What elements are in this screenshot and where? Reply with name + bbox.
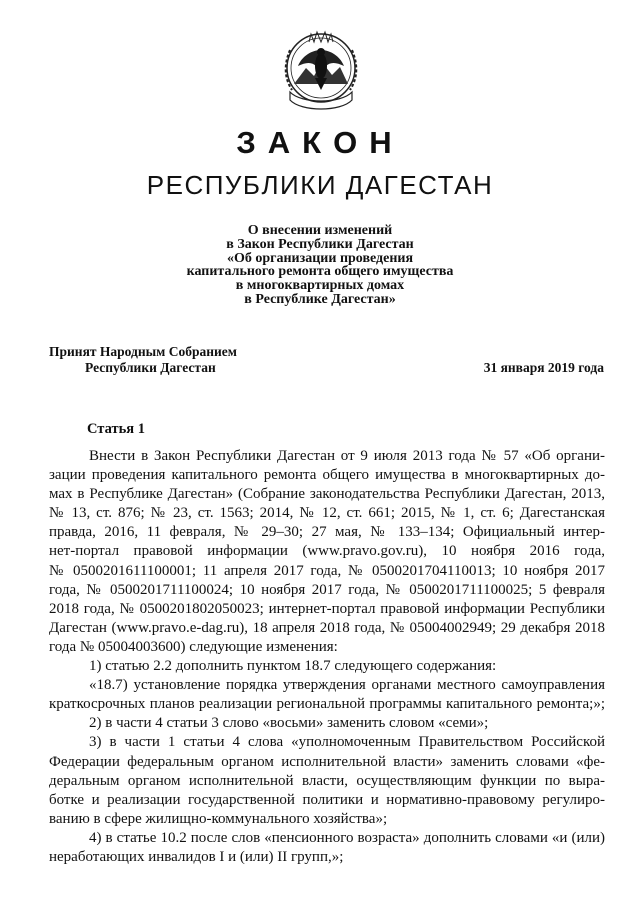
body-line: правда, 2016, 11 февраля, № 29–30; 27 мая, № 133–134; Официальный интер- — [49, 524, 605, 541]
body-line: № 0500201611100001; 11 апреля 2017 года, № 0500201704110013; 10 ноября 2017 — [49, 562, 605, 579]
body-line: «18.7) установление порядка утверждения органами местного самоуправления — [89, 677, 605, 694]
body-line: Федерации федеральным органом исполнительной власти» заменить словами «фе- — [49, 753, 605, 770]
body-line: Дагестан (www.pravo.e-dag.ru), 18 апреля 2018 года, № 05004002949; 29 декабря 2018 — [49, 619, 605, 636]
body-line: зации проведения капитального ремонта общего имущества в многоквартирных до- — [49, 467, 605, 484]
article-body — [49, 447, 605, 867]
body-line: ботке и реализации государственной политики и нормативно-правовому регулиро- — [49, 791, 605, 808]
body-line: № 13, ст. 876; № 23, ст. 1563; 2014, № 12, ст. 661; 2015, № 1, ст. 6; Дагестанская — [49, 505, 605, 522]
body-line: деральным органом исполнительной власти, осуществляющим функции по выра- — [49, 772, 605, 789]
law-subtitle: РЕСПУБЛИКИ ДАГЕСТАН — [146, 170, 494, 200]
body-line: нет-портал правовой информации (www.pravo.gov.ru), 10 ноября 2016 года, — [49, 543, 605, 560]
body-line: года № 05004003600) следующие изменения: — [49, 638, 338, 655]
body-line: мах в Республике Дагестан» (Собрание законодательства Республики Дагестан, 2013, — [49, 486, 605, 503]
heading-line: О внесении изменений — [247, 223, 393, 238]
heading-line: в Закон Республики Дагестан — [226, 236, 414, 252]
body-line: 4) в статье 10.2 после слов «пенсионного возраста» дополнить словами «и (или) — [89, 829, 605, 846]
body-line: года, № 0500201711100024; 10 ноября 2017 года, № 0500201711100025; 5 февраля — [49, 581, 605, 598]
body-line: ванию в сфере жилищно-коммунального хозяйства»; — [49, 810, 388, 827]
article-title: Статья 1 — [87, 421, 145, 437]
adoption-line: Принят Народным Собранием — [49, 344, 237, 359]
adoption-line: Республики Дагестан — [85, 360, 216, 375]
body-line: 2) в части 4 статьи 3 слово «восьми» заменить словом «семи»; — [89, 715, 489, 732]
heading-line: в многоквартирных домах — [235, 278, 405, 294]
adoption-date: 31 января 2019 года — [483, 360, 604, 375]
heading-line: капитального ремонта общего имущества — [186, 264, 454, 280]
body-line: Внести в Закон Республики Дагестан от 9 июля 2013 года № 57 «Об органи- — [89, 448, 605, 464]
heading-line: «Об организации проведения — [226, 250, 414, 266]
law-title: ЗАКОН — [236, 125, 404, 160]
body-line: 3) в части 1 статьи 4 слова «уполномоченным Правительством Российской — [89, 734, 605, 751]
body-line: краткосрочных планов реализации региональной программы капитального ремонта;»; — [49, 696, 605, 713]
document-heading — [100, 224, 540, 307]
heading-line: в Республике Дагестан» — [244, 291, 396, 307]
coat-of-arms-emblem — [276, 20, 366, 120]
adoption-statement — [49, 344, 237, 376]
body-line: 1) статью 2.2 дополнить пунктом 18.7 следующего содержания: — [89, 658, 497, 675]
body-line: неработающих инвалидов I и (или) II групп,»; — [49, 848, 344, 865]
body-line: 2018 года, № 0500201802050023; интернет-портал правовой информации Республики — [49, 600, 605, 617]
